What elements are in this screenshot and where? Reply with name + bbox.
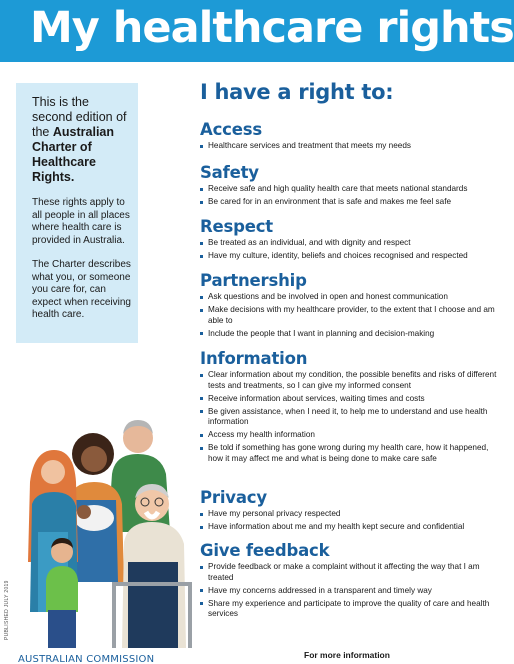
list-item: Be treated as an individual, and with dignity and respect — [200, 238, 505, 249]
section-information — [200, 349, 505, 467]
section-privacy — [200, 488, 505, 535]
section-title: Partnership — [200, 271, 307, 290]
list-item: Be given assistance, when I need it, to help me to understand and use health information — [200, 407, 505, 428]
list-item: Have information about me and my health kept secure and confidential — [200, 522, 505, 533]
sidebar-intro — [32, 95, 132, 185]
list-item: Ask questions and be involved in open and honest communication — [200, 292, 505, 303]
section-respect — [200, 217, 505, 264]
list-item: Healthcare services and treatment that meets my needs — [200, 141, 505, 152]
list-item: Receive safe and high quality health care that meets national standards — [200, 184, 505, 195]
list-item: Share my experience and participate to improve the quality of care and health services — [200, 599, 505, 620]
rights-heading: I have a right to: — [200, 80, 394, 104]
sidebar-info-box — [16, 83, 138, 343]
section-title: Respect — [200, 217, 273, 236]
list-item: Provide feedback or make a complaint without it affecting the way that I am treated — [200, 562, 505, 583]
section-partnership — [200, 271, 505, 342]
section-give-feedback — [200, 541, 505, 622]
section-title: Access — [200, 120, 262, 139]
section-title: Information — [200, 349, 308, 368]
title-banner — [0, 0, 514, 62]
sidebar-paragraph-1: These rights apply to all people in all places where health care is provided in Australia. — [32, 197, 130, 246]
people-illustration — [20, 412, 200, 648]
sidebar-paragraph-2: The Charter describes what you, or someone you care for, can expect when receiving health care. — [32, 259, 131, 320]
published-date: PUBLISHED JULY 2019 — [4, 580, 10, 640]
list-item: Be told if something has gone wrong during my health care, how it happened, how it may affect me and what is being done to make care safe — [200, 443, 505, 464]
page-title: My healthcare rights — [30, 3, 514, 53]
list-item: Include the people that I want in planning and decision-making — [200, 329, 505, 340]
list-item: Clear information about my condition, the possible benefits and risks of different tests and treatments, so I can give my informed consent — [200, 370, 505, 391]
list-item: Have my concerns addressed in a transparent and timely way — [200, 586, 505, 597]
section-access — [200, 120, 505, 154]
section-safety — [200, 163, 505, 210]
sidebar-intro-lead: This is the second edition of the — [32, 95, 127, 139]
footer-organisation: AUSTRALIAN COMMISSION — [18, 654, 155, 664]
list-item: Make decisions with my healthcare provider, to the extent that I choose and am able to — [200, 305, 505, 326]
list-item: Access my health information — [200, 430, 505, 441]
footer-more-info: For more information — [304, 650, 390, 660]
sidebar-intro-bold: Australian Charter of Healthcare Rights. — [32, 125, 115, 184]
section-title: Safety — [200, 163, 259, 182]
section-title: Give feedback — [200, 541, 330, 560]
list-item: Receive information about services, waiting times and costs — [200, 394, 505, 405]
list-item: Have my culture, identity, beliefs and choices recognised and respected — [200, 251, 505, 262]
list-item: Have my personal privacy respected — [200, 509, 505, 520]
section-title: Privacy — [200, 488, 267, 507]
list-item: Be cared for in an environment that is safe and makes me feel safe — [200, 197, 505, 208]
